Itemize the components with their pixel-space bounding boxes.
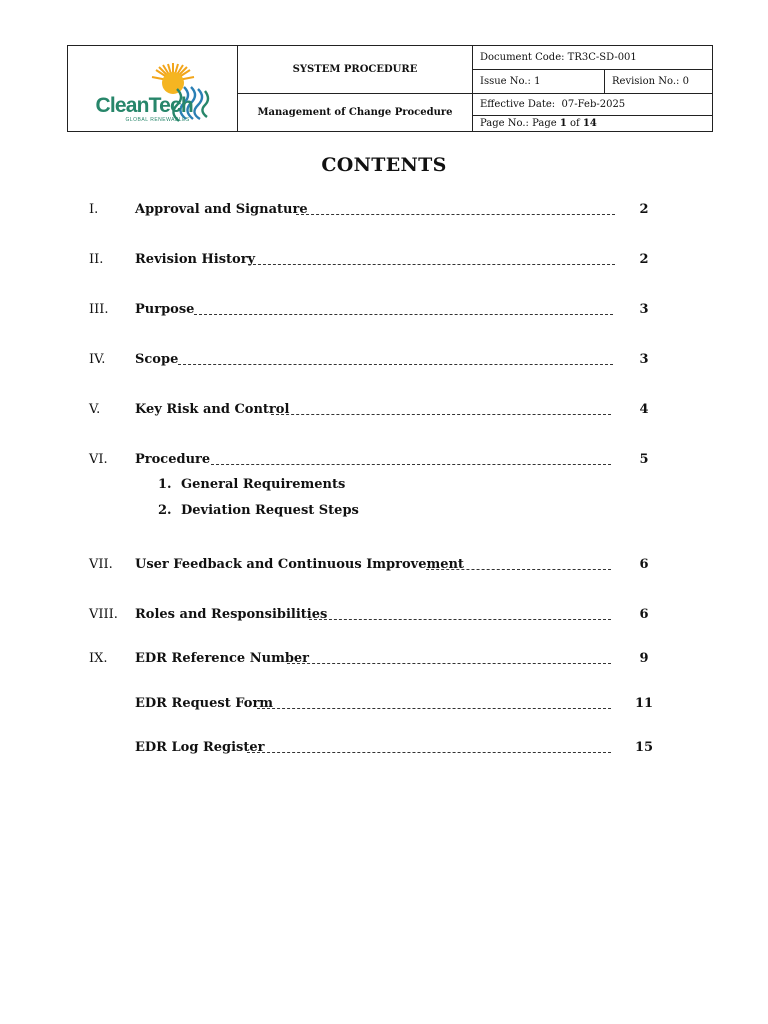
toc-entry-number: VIII. [89,607,118,622]
page-number-cell [473,116,713,132]
toc-entry[interactable] [89,252,659,272]
toc-entry-number: II. [89,252,104,267]
toc-entry-label: User Feedback and Continuous Improvement [135,557,464,572]
toc-entry-label: Scope [135,352,179,367]
toc-entry-label: Purpose [135,302,195,317]
toc-entry-page: 6 [639,607,649,622]
toc-leader-dots [271,414,611,415]
toc-entry-page: 9 [639,651,649,666]
toc-subitem-number: 1. [158,477,172,492]
toc-leader-dots [296,214,615,215]
toc-entry[interactable] [89,402,659,422]
toc-entry-page: 4 [639,402,649,417]
toc-entry-page: 5 [639,452,649,467]
toc-entry-number: IX. [89,651,108,666]
toc-entry-page: 6 [639,557,649,572]
company-logo [78,51,228,127]
toc-leader-dots [426,569,611,570]
logo-cell [68,46,238,132]
procedure-type: SYSTEM PROCEDURE [238,46,473,94]
effective-date-cell [473,94,713,116]
document-code-cell [473,46,713,70]
toc-entry-page: 2 [639,252,649,267]
toc-subitem-label: Deviation Request Steps [181,503,359,518]
page-total: 14 [582,118,597,129]
page-of: of [569,118,580,129]
issue-value: 1 [534,76,541,87]
page-current: 1 [559,118,567,129]
issue-cell [473,70,605,94]
procedure-title: Management of Change Procedure [238,94,473,132]
toc-entry[interactable] [89,740,659,760]
toc-entry-number: VI. [89,452,108,467]
toc-leader-dots [248,264,615,265]
toc-subitem[interactable] [158,477,345,492]
document-code-label: Document Code: [480,52,565,63]
toc-entry-number: V. [89,402,101,417]
revision-value: 0 [682,76,689,87]
toc-entry-number: III. [89,302,109,317]
effective-date-value: 07-Feb-2025 [561,99,626,110]
toc-leader-dots [178,364,613,365]
toc-entry-page: 3 [639,302,649,317]
page-word: Page [532,118,557,129]
toc-entry-label: Approval and Signature [135,202,308,217]
toc-entry-page: 2 [639,202,649,217]
toc-entry-number: I. [89,202,99,217]
toc-entry[interactable] [89,607,659,627]
document-code-value: TR3C-SD-001 [567,52,637,63]
toc-entry[interactable] [89,696,659,716]
toc-entry[interactable] [89,352,659,372]
toc-entry[interactable] [89,651,659,671]
toc-entry[interactable] [89,452,659,472]
logo-tagline: GLOBAL RENEWABLES [125,116,190,123]
toc-entry[interactable] [89,557,659,577]
toc-entry-number: IV. [89,352,106,367]
toc-leader-dots [257,708,611,709]
toc-entry-label: Procedure [135,452,211,467]
logo-wordmark: CleanTech [95,93,193,117]
toc-subitem-number: 2. [158,503,172,518]
toc-leader-dots [287,663,611,664]
toc-leader-dots [211,464,611,465]
toc-entry-label: EDR Request Form [135,696,274,711]
toc-entry-page: 15 [634,740,654,755]
toc-leader-dots [309,619,611,620]
revision-cell [605,70,713,94]
toc-entry-label: EDR Reference Number [135,651,310,666]
toc-entry-label: Key Risk and Control [135,402,290,417]
document-header [67,45,713,132]
toc-subitem[interactable] [158,503,359,518]
toc-leader-dots [247,752,611,753]
toc-subitem-label: General Requirements [181,477,346,492]
toc-entry[interactable] [89,202,659,222]
toc-leader-dots [194,314,613,315]
revision-label: Revision No.: [612,76,680,87]
effective-date-label: Effective Date: [480,99,556,110]
toc-entry-page: 11 [634,696,654,711]
contents-heading: CONTENTS [321,154,447,176]
toc-entry-label: Roles and Responsibilities [135,607,328,622]
toc-entry-number: VII. [89,557,113,572]
page-label: Page No.: [480,118,529,129]
issue-label: Issue No.: [480,76,531,87]
toc-entry-page: 3 [639,352,649,367]
toc-entry[interactable] [89,302,659,322]
toc-entry-label: EDR Log Register [135,740,265,755]
toc-entry-label: Revision History [135,252,256,267]
